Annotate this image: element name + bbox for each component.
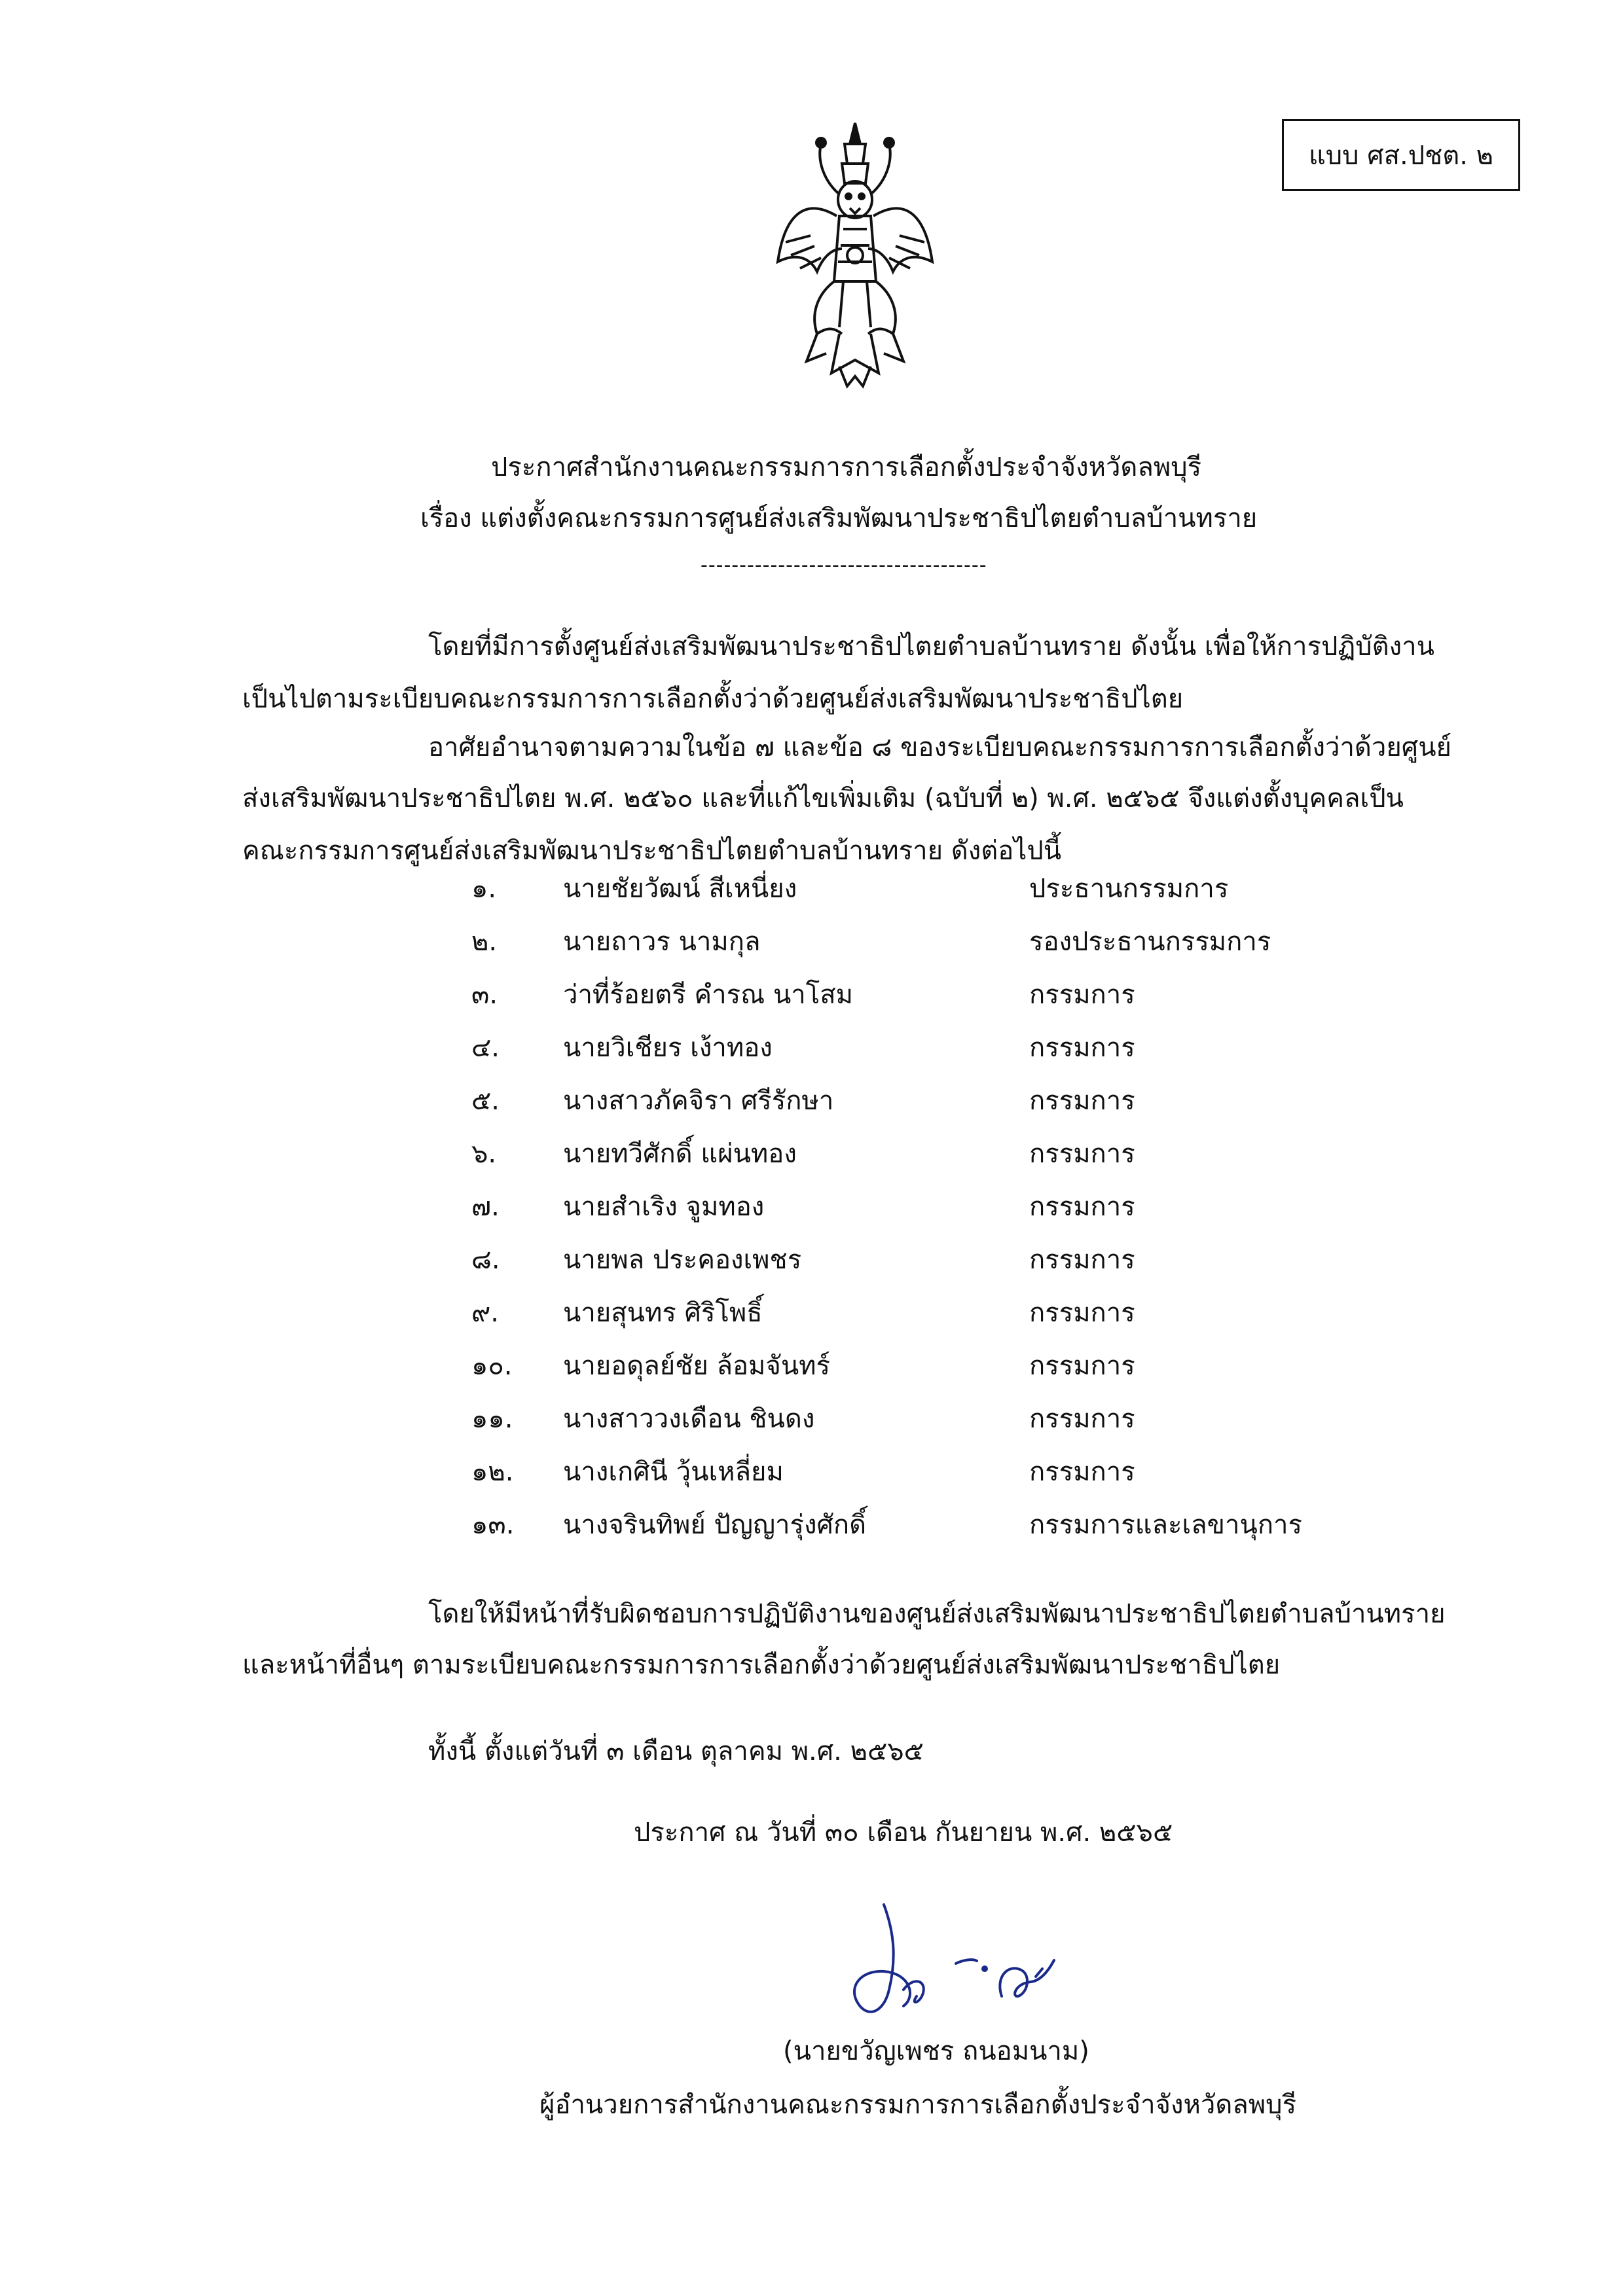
member-number: ๑. [471, 874, 497, 904]
member-position: กรรมการ [1029, 1351, 1135, 1381]
paragraph-2-line-2: ส่งเสริมพัฒนาประชาธิปไตย พ.ศ. ๒๕๖๐ และที่แก้ไขเพิ่มเติม (ฉบับที่ ๒) พ.ศ. ๒๕๖๕ จึงแต่งตั้งบุคคลเป็น [242, 783, 1404, 814]
member-name: นางสาววงเดือน ชินดง [563, 1404, 815, 1434]
signatory-title: ผู้อำนวยการสำนักงานคณะกรรมการการเลือกตั้งประจำจังหวัดลพบุรี [539, 2090, 1297, 2120]
member-name: นางจรินทิพย์ ปัญญารุ่งศักดิ์ [563, 1510, 867, 1540]
member-position: รองประธานกรรมการ [1029, 927, 1271, 957]
member-number: ๕. [471, 1086, 500, 1116]
member-number: ๙. [471, 1298, 500, 1328]
member-position: กรรมการ [1029, 1457, 1135, 1487]
member-position: กรรมการ [1029, 1298, 1135, 1328]
member-name: นายถาวร นามกุล [563, 927, 761, 957]
member-position: กรรมการ [1029, 1033, 1135, 1063]
member-number: ๒. [471, 927, 498, 957]
member-name: นายอดุลย์ชัย ล้อมจันทร์ [563, 1351, 831, 1381]
paragraph-2-line-1: อาศัยอำนาจตามความในข้อ ๗ และข้อ ๘ ของระเบียบคณะกรรมการการเลือกตั้งว่าด้วยศูนย์ [428, 732, 1451, 762]
member-number: ๔. [471, 1033, 500, 1063]
member-name: ว่าที่ร้อยตรี คำรณ นาโสม [563, 980, 854, 1010]
member-position: ประธานกรรมการ [1029, 874, 1229, 904]
announcement-date: ประกาศ ณ วันที่ ๓๐ เดือน กันยายน พ.ศ. ๒๕๖๕ [634, 1818, 1173, 1848]
paragraph-3-line-2: และหน้าที่อื่นๆ ตามระเบียบคณะกรรมการการเลือกตั้งว่าด้วยศูนย์ส่งเสริมพัฒนาประชาธิปไตย [242, 1650, 1281, 1680]
member-position: กรรมการ [1029, 1404, 1135, 1434]
member-name: นางเกศินี วุ้นเหลี่ยม [563, 1457, 784, 1487]
member-position: กรรมการ [1029, 980, 1135, 1010]
signatory-name: (นายขวัญเพชร ถนอมนาม) [783, 2036, 1089, 2066]
member-number: ๑๐. [471, 1351, 513, 1381]
member-name: นายชัยวัฒน์ สีเหนี่ยง [563, 874, 797, 904]
paragraph-1-line-1: โดยที่มีการตั้งศูนย์ส่งเสริมพัฒนาประชาธิปไตยตำบลบ้านทราย ดังนั้น เพื่อให้การปฏิบัติงาน [428, 632, 1434, 662]
member-position: กรรมการ [1029, 1192, 1135, 1222]
paragraph-3-line-1: โดยให้มีหน้าที่รับผิดชอบการปฏิบัติงานของศูนย์ส่งเสริมพัฒนาประชาธิปไตยตำบลบ้านทราย [428, 1599, 1446, 1629]
member-name: นางสาวภัคจิรา ศรีรักษา [563, 1086, 834, 1116]
member-number: ๑๓. [471, 1510, 515, 1540]
effective-date: ทั้งนี้ ตั้งแต่วันที่ ๓ เดือน ตุลาคม พ.ศ. ๒๕๖๕ [428, 1736, 924, 1767]
paragraph-1-line-2: เป็นไปตามระเบียบคณะกรรมการการเลือกตั้งว่าด้วยศูนย์ส่งเสริมพัฒนาประชาธิปไตย [242, 684, 1184, 714]
member-name: นายสุนทร ศิริโพธิ์ [563, 1298, 763, 1328]
member-name: นายทวีศักดิ์ แผ่นทอง [563, 1139, 797, 1169]
member-position: กรรมการ [1029, 1245, 1135, 1275]
member-number: ๗. [471, 1192, 500, 1222]
member-position: กรรมการ [1029, 1139, 1135, 1169]
member-position: กรรมการ [1029, 1086, 1135, 1116]
member-number: ๘. [471, 1245, 500, 1275]
member-number: ๖. [471, 1139, 497, 1169]
announcement-title: ประกาศสำนักงานคณะกรรมการการเลือกตั้งประจำจังหวัดลพบุรี [491, 452, 1202, 482]
title-separator: ------------------------------------- [701, 554, 987, 577]
handwritten-signature [805, 1898, 1100, 2029]
member-name: นายสำเริง จูมทอง [563, 1192, 765, 1222]
garuda-emblem-icon [771, 118, 939, 393]
form-code-box: แบบ ศส.ปชต. ๒ [1282, 119, 1520, 191]
member-number: ๑๑. [471, 1404, 513, 1434]
member-number: ๓. [471, 980, 498, 1010]
announcement-subject: เรื่อง แต่งตั้งคณะกรรมการศูนย์ส่งเสริมพัฒนาประชาธิปไตยตำบลบ้านทราย [420, 503, 1258, 533]
member-name: นายวิเชียร เง้าทอง [563, 1033, 773, 1063]
member-position: กรรมการและเลขานุการ [1029, 1510, 1302, 1540]
paragraph-2-line-3: คณะกรรมการศูนย์ส่งเสริมพัฒนาประชาธิปไตยตำบลบ้านทราย ดังต่อไปนี้ [242, 836, 1062, 866]
member-name: นายพล ประคองเพชร [563, 1245, 802, 1275]
member-number: ๑๒. [471, 1457, 514, 1487]
